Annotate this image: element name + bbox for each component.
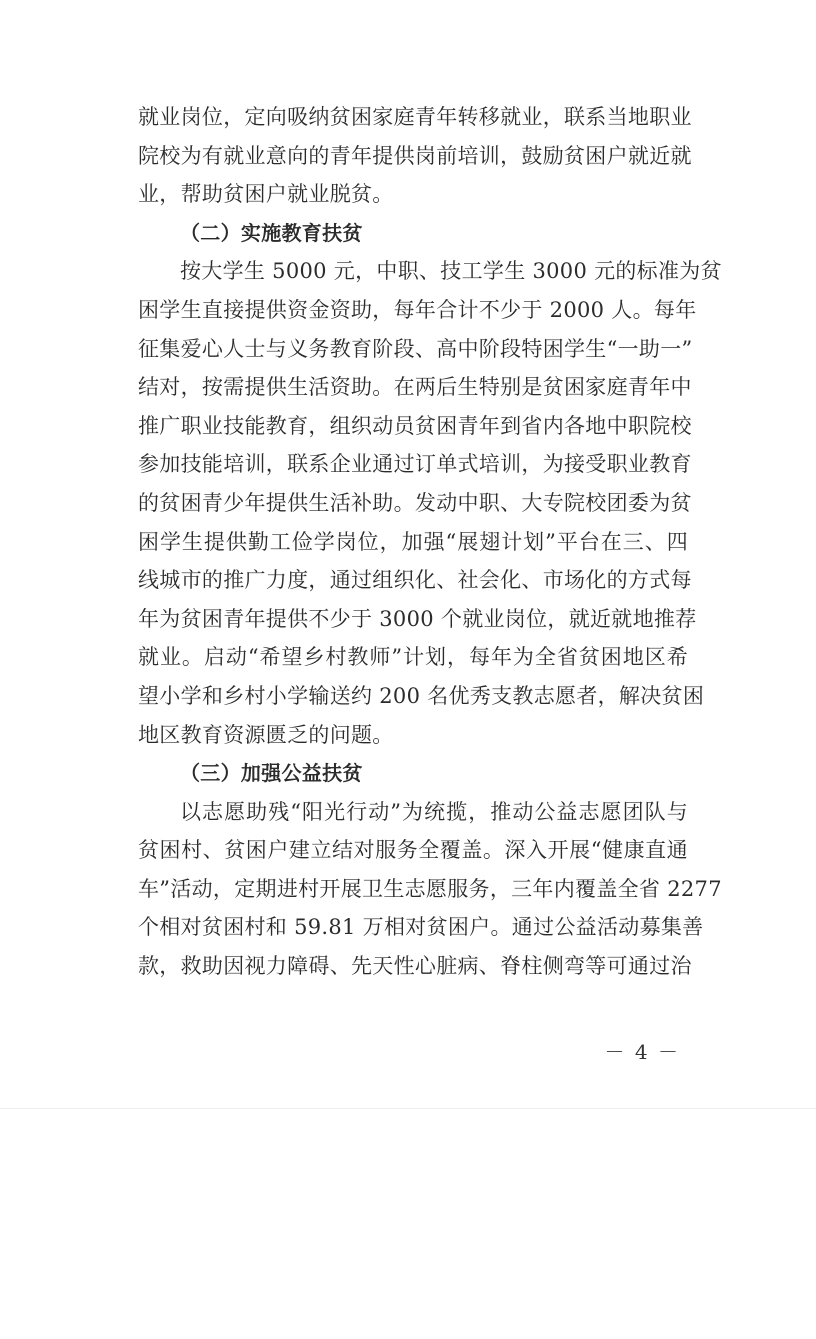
page-edge-divider [0,1108,816,1109]
document-body [138,98,722,986]
text-line: 院校为有就业意向的青年提供岗前培训，鼓励贫困户就近就 [138,143,692,168]
section-heading: （二）实施教育扶贫 [180,220,363,245]
text-line: 推广职业技能教育，组织动员贫困青年到省内各地中职院校 [138,413,692,438]
text-line: 贫困村、贫困户建立结对服务全覆盖。深入开展“健康直通 [138,838,688,863]
text-line: 困学生直接提供资金资助，每年合计不少于 2000 人。每年 [138,297,697,322]
text-line: 的贫困青少年提供生活补助。发动中职、大专院校团委为贫 [138,490,692,515]
text-line: 业，帮助贫困户就业脱贫。 [138,182,394,207]
section-education [138,214,722,754]
text-line: 望小学和乡村小学输送约 200 名优秀支教志愿者，解决贫困 [138,683,705,708]
text-line: 地区教育资源匮乏的问题。 [138,722,394,747]
text-line: 结对，按需提供生活资助。在两后生特别是贫困家庭青年中 [138,375,692,400]
text-line: 参加技能培训，联系企业通过订单式培训，为接受职业教育 [138,452,692,477]
section-heading: （三）加强公益扶贫 [180,761,363,786]
text-line: 以志愿助残“阳光行动”为统揽，推动公益志愿团队与 [180,799,688,824]
text-line: 就业岗位，定向吸纳贫困家庭青年转移就业，联系当地职业 [138,105,692,129]
text-line: 就业。启动“希望乡村教师”计划，每年为全省贫困地区希 [138,645,688,670]
text-line: 按大学生 5000 元，中职、技工学生 3000 元的标准为贫 [180,259,722,284]
text-line: 车”活动，定期进村开展卫生志愿服务，三年内覆盖全省 2277 [138,876,722,901]
text-line: 困学生提供勤工俭学岗位，加强“展翅计划”平台在三、四 [138,529,688,554]
paragraph-employment [138,98,692,214]
section-public-welfare [138,754,722,986]
text-line: 线城市的推广力度，通过组织化、社会化、市场化的方式每 [138,568,692,593]
text-line: 款，救助因视力障碍、先天性心脏病、脊柱侧弯等可通过治 [138,954,692,979]
text-line: 个相对贫困村和 59.81 万相对贫困户。通过公益活动募集善 [138,915,704,940]
page-number: － 4 － [604,1040,680,1064]
text-line: 征集爱心人士与义务教育阶段、高中阶段特困学生“一助一” [138,336,693,361]
text-line: 年为贫困青年提供不少于 3000 个就业岗位，就近就地推荐 [138,606,697,631]
